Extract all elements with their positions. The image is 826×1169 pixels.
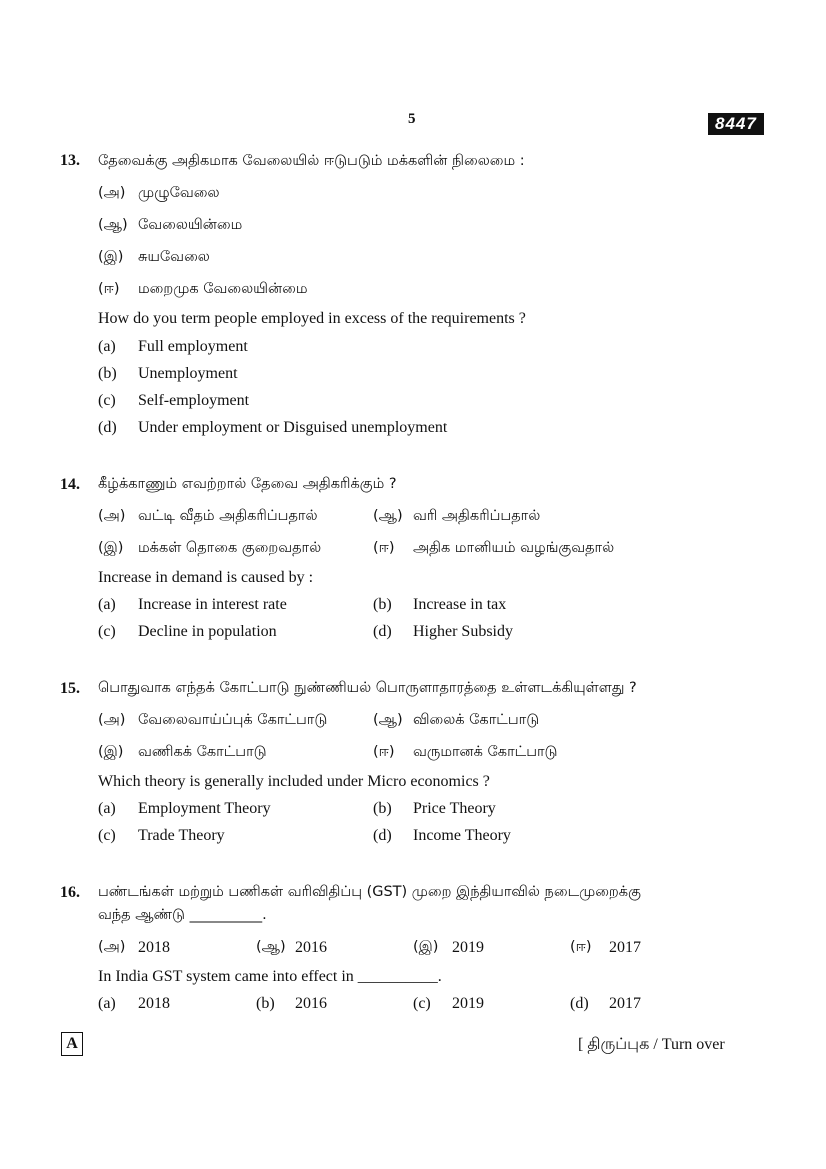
english-option-text: 2018: [138, 995, 170, 1012]
english-option-label: (b): [373, 800, 392, 817]
tamil-option-text: மறைமுக வேலையின்மை: [138, 281, 308, 297]
english-question: Increase in demand is caused by :: [98, 569, 314, 586]
english-option-label: (b): [98, 365, 117, 382]
tamil-option-label: (ஆ): [373, 508, 403, 524]
turn-over-note: [ திருப்புக / Turn over: [578, 1036, 725, 1053]
tamil-option-label: (அ): [98, 508, 126, 524]
tamil-option-label: (ஈ): [570, 939, 592, 955]
english-option-label: (b): [256, 995, 275, 1012]
tamil-option-label: (ஈ): [373, 744, 395, 760]
english-option-text: Under employment or Disguised unemployment: [138, 419, 448, 436]
tamil-question: தேவைக்கு அதிகமாக வேலையில் ஈடுபடும் மக்களின் நிலைமை :: [98, 153, 525, 169]
tamil-question-line-2: வந்த ஆண்டு __________.: [98, 907, 267, 923]
english-option-label: (c): [413, 995, 431, 1012]
tamil-option-label: (இ): [413, 939, 439, 955]
tamil-option-text: 2016: [295, 939, 327, 956]
tamil-option-label: (அ): [98, 939, 126, 955]
question-number: 16.: [60, 884, 80, 901]
question-number: 13.: [60, 152, 80, 169]
tamil-option-text: அதிக மானியம் வழங்குவதால்: [413, 540, 615, 556]
english-option-label: (a): [98, 338, 116, 355]
tamil-option-text: விலைக் கோட்பாடு: [413, 712, 540, 728]
tamil-option-text: மக்கள் தொகை குறைவதால்: [138, 540, 322, 556]
english-option-label: (c): [98, 623, 116, 640]
english-option-text: Higher Subsidy: [413, 623, 513, 640]
tamil-option-text: முழுவேலை: [138, 185, 220, 201]
tamil-option-text: வட்டி வீதம் அதிகரிப்பதால்: [138, 508, 318, 524]
tamil-option-text: வருமானக் கோட்பாடு: [413, 744, 558, 760]
english-question: How do you term people employed in excess of the requirements ?: [98, 310, 526, 327]
tamil-option-text: வேலையின்மை: [138, 217, 243, 233]
tamil-option-label: (ஈ): [98, 281, 120, 297]
english-option-label: (d): [373, 623, 392, 640]
english-option-label: (d): [373, 827, 392, 844]
tamil-option-label: (ஆ): [373, 712, 403, 728]
english-option-text: Employment Theory: [138, 800, 271, 817]
question-number: 14.: [60, 476, 80, 493]
tamil-question: பொதுவாக எந்தக் கோட்பாடு நுண்ணியல் பொருளாதாரத்தை உள்ளடக்கியுள்ளது ?: [98, 680, 637, 696]
english-option-text: 2017: [609, 995, 641, 1012]
tamil-option-label: (ஈ): [373, 540, 395, 556]
english-question: In India GST system came into effect in __________.: [98, 968, 442, 985]
tamil-option-label: (இ): [98, 744, 124, 760]
english-option-text: Increase in interest rate: [138, 596, 287, 613]
tamil-option-text: 2017: [609, 939, 641, 956]
tamil-option-text: சுயவேலை: [138, 249, 210, 265]
english-option-label: (a): [98, 800, 116, 817]
english-option-label: (b): [373, 596, 392, 613]
tamil-option-label: (ஆ): [98, 217, 128, 233]
tamil-option-label: (அ): [98, 712, 126, 728]
page-number: 5: [408, 111, 416, 127]
tamil-option-text: வணிகக் கோட்பாடு: [138, 744, 267, 760]
tamil-option-text: 2019: [452, 939, 484, 956]
english-option-label: (a): [98, 995, 116, 1012]
english-option-label: (a): [98, 596, 116, 613]
question-number: 15.: [60, 680, 80, 697]
english-question: Which theory is generally included under Micro economics ?: [98, 773, 490, 790]
series-box: A: [61, 1032, 83, 1056]
english-option-text: Increase in tax: [413, 596, 507, 613]
english-option-text: Unemployment: [138, 365, 238, 382]
english-option-text: 2019: [452, 995, 484, 1012]
english-option-text: Income Theory: [413, 827, 511, 844]
tamil-option-label: (இ): [98, 249, 124, 265]
tamil-question-line-1: பண்டங்கள் மற்றும் பணிகள் வரிவிதிப்பு (GST) முறை இந்தியாவில் நடைமுறைக்கு: [98, 884, 641, 900]
english-option-text: 2016: [295, 995, 327, 1012]
tamil-option-label: (இ): [98, 540, 124, 556]
tamil-option-text: வரி அதிகரிப்பதால்: [413, 508, 541, 524]
english-option-text: Decline in population: [138, 623, 277, 640]
english-option-text: Trade Theory: [138, 827, 225, 844]
english-option-text: Full employment: [138, 338, 248, 355]
english-option-label: (d): [98, 419, 117, 436]
tamil-question: கீழ்க்காணும் எவற்றால் தேவை அதிகரிக்கும் ?: [98, 476, 397, 492]
english-option-label: (c): [98, 392, 116, 409]
tamil-option-text: 2018: [138, 939, 170, 956]
tamil-option-label: (அ): [98, 185, 126, 201]
tamil-option-label: (ஆ): [256, 939, 286, 955]
english-option-text: Self-employment: [138, 392, 250, 409]
english-option-label: (c): [98, 827, 116, 844]
paper-code-badge: 8447: [708, 113, 764, 135]
english-option-label: (d): [570, 995, 589, 1012]
tamil-option-text: வேலைவாய்ப்புக் கோட்பாடு: [138, 712, 328, 728]
english-option-text: Price Theory: [413, 800, 496, 817]
